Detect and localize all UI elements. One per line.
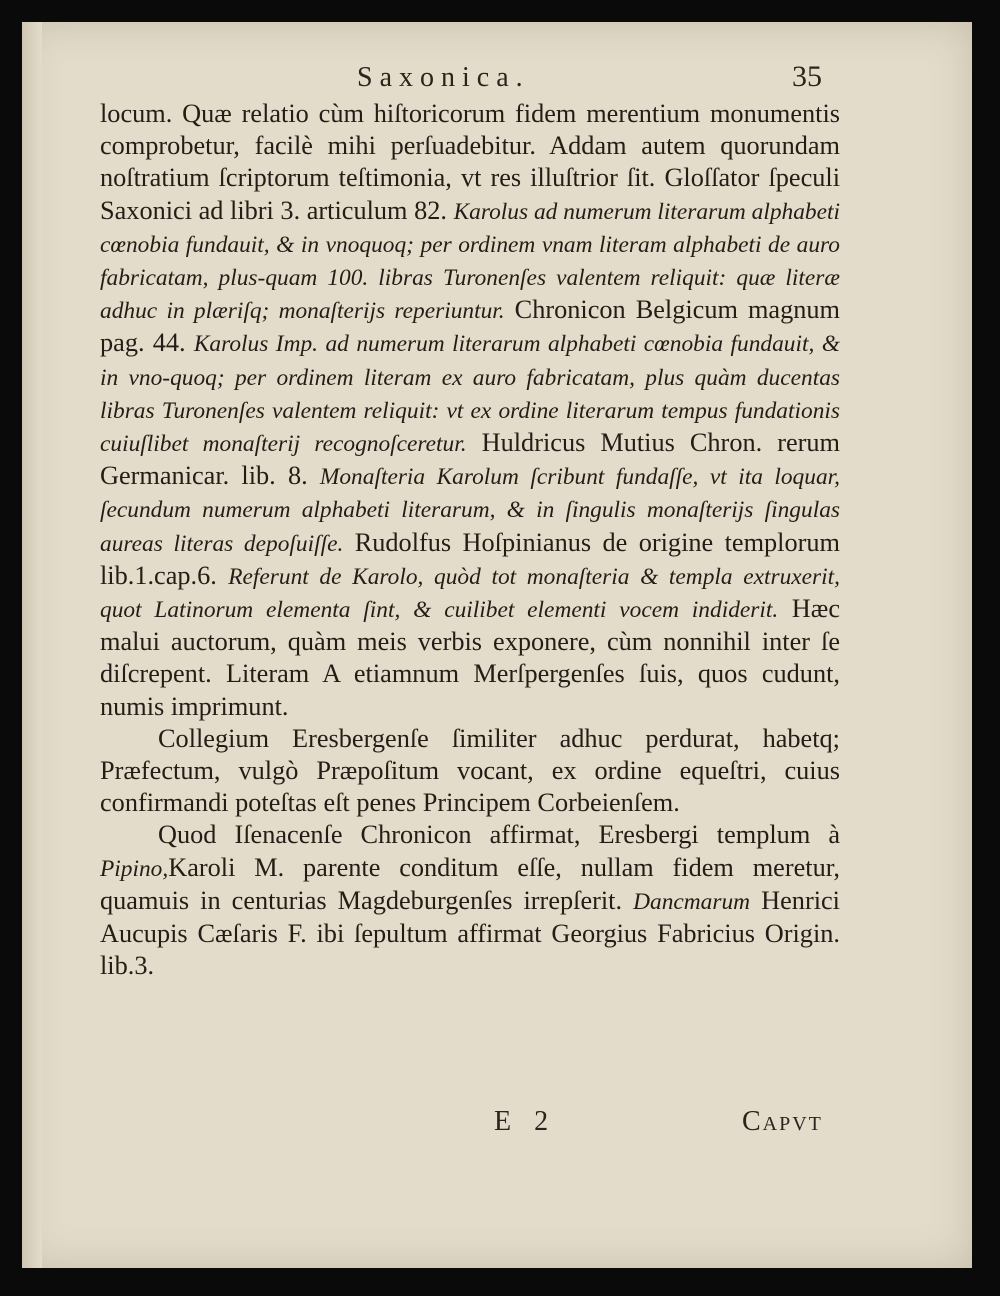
text-segment: Henrici Aucupis Cæſaris F. ibi ſepultum affirmat Georgius Fabricius Origin. lib.3. — [100, 885, 840, 981]
quotation: Monaſteria Karolum ſcribunt fundaſſe, vt ita loquar, ſecundum numerum alphabeti literarum, & in ſingulis monaſterijs ſingulas aureas literas depoſuiſſe. — [100, 464, 841, 557]
signature-mark: E 2 — [494, 1106, 557, 1137]
paragraph-3 — [100, 819, 840, 982]
text-segment: locum. Quæ relatio cùm hiſtoricorum fidem merentium monumentis comprobetur, facilè mihi perſuadebitur. Addam autem quorundam noſtratium ſcriptorum teſtimonia, vt res illuſtrior ſit. Gloſſator ſpeculi Saxonici ad libri 3. articulum 82. — [100, 99, 840, 225]
page-gutter-shadow — [22, 22, 42, 1268]
quotation: Karolus Imp. ad numerum literarum alphabeti cœnobia fundauit, & in vno-quoq; per ordinem literam ex auro fabricatam, plus quàm ducentas libras Turonenſes valentem reliquit: vt ex ordine literarum tempus fundationis cuiuſlibet monaſterij recognoſceretur. — [100, 331, 840, 458]
page-footer — [22, 1106, 972, 1146]
paragraph-1 — [100, 98, 840, 723]
catchword: Capvt — [742, 1106, 823, 1137]
body-text — [100, 98, 840, 982]
text-segment: Chronicon Belgicum magnum pag. 44. — [100, 295, 840, 358]
quotation: Pipino, — [100, 855, 169, 882]
quotation: Karolus ad numerum literarum alphabeti cœnobia fundauit, & in vnoquoq; per ordinem vnam literam alphabeti de auro fabricatam, plus-quam 100. libras Turonenſes valentem reliquit: quæ literæ adhuc in plæriſq; monaſterijs reperiuntur. — [100, 198, 840, 325]
paragraph-2: Collegium Eresbergenſe ſimiliter adhuc perdurat, habetq; Præfectum, vulgò Præpoſitum vocant, ex ordine equeſtri, cuius confirmandi poteſtas eſt penes Principem Corbeienſem. — [100, 723, 840, 818]
text-segment: Huldricus Mutius Chron. rerum Germanicar. lib. 8. — [100, 428, 840, 491]
page-header — [22, 60, 972, 100]
book-page — [22, 22, 972, 1268]
page-number: 35 — [792, 60, 822, 93]
quotation: Dancmarum — [633, 888, 751, 915]
text-segment: Quod Iſenacenſe Chronicon affirmat, Eresbergi templum à — [158, 820, 840, 850]
running-head: Saxonica. — [357, 62, 530, 93]
quotation: Referunt de Karolo, quòd tot monaſteria & templa extruxerit, quot Latinorum elementa ſint, & cuilibet elementi vocem indiderit. — [100, 563, 840, 624]
text-segment: Rudolfus Hoſpinianus de origine templorum lib.1.cap.6. — [100, 527, 840, 590]
text-segment: Hæc malui auctorum, quàm meis verbis exponere, cùm nonnihil inter ſe diſcrepent. Literam A etiamnum Merſpergenſes ſuis, quos cudunt, numis imprimunt. — [100, 594, 840, 721]
text-segment: Karoli M. parente conditum eſſe, nullam fidem meretur, quamuis in centurias Magdeburgenſes irrepſerit. — [100, 852, 840, 915]
